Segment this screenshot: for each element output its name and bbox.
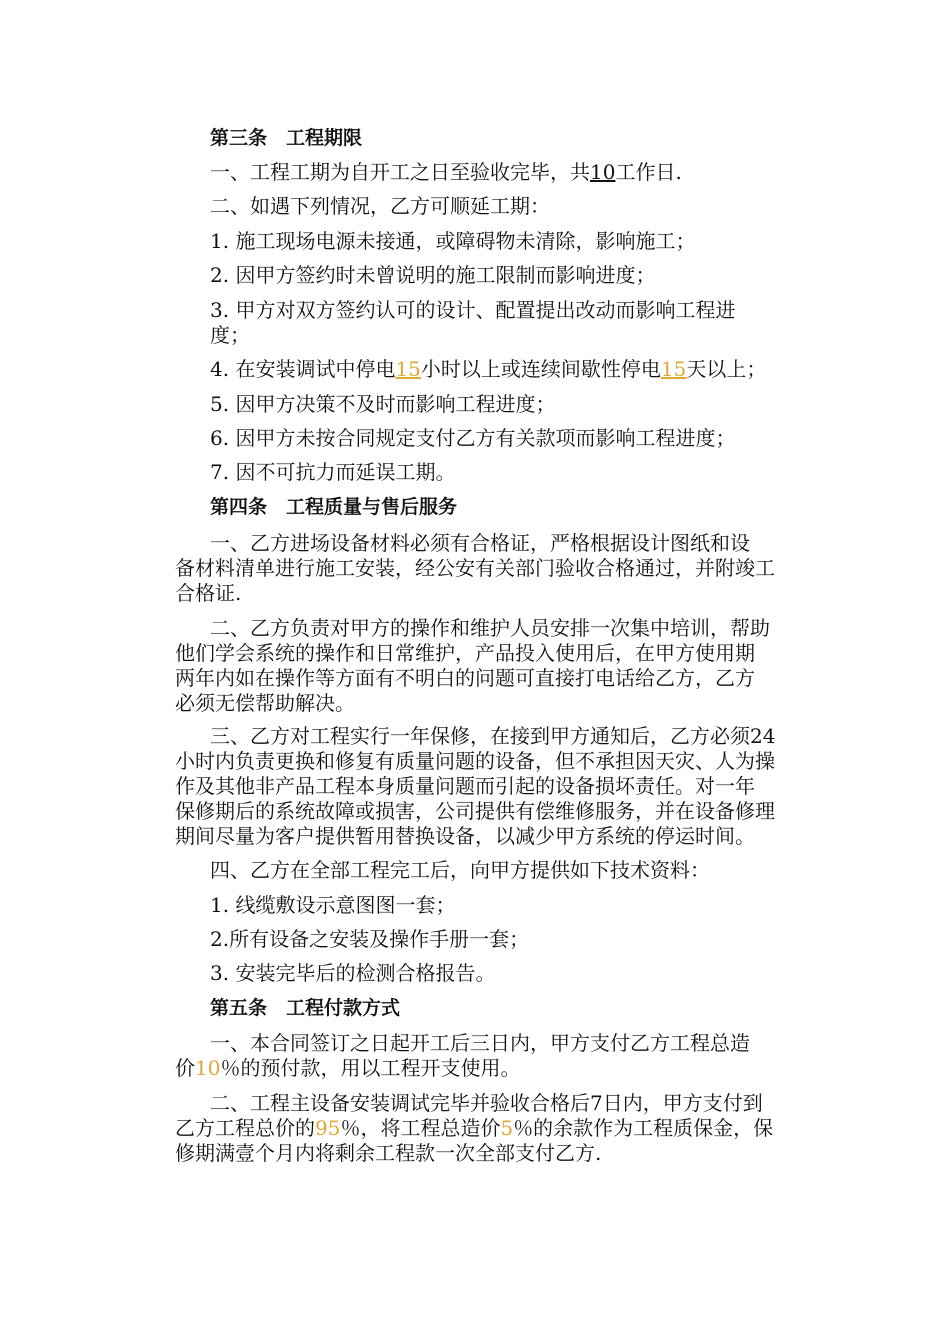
highlight-value: 15 bbox=[660, 357, 687, 381]
text: 乙方工程总价的 bbox=[175, 1116, 315, 1140]
text: ％的预付款，用以工程开支使用。 bbox=[220, 1056, 521, 1080]
article3-heading: 第三条 工程期限 bbox=[210, 127, 363, 149]
article4-para3-line5: 期间尽量为客户提供暂用替换设备，以减少甲方系统的停运时间。 bbox=[175, 824, 755, 848]
article3-item7: 7. 因不可抗力而延误工期。 bbox=[210, 460, 456, 484]
article3-item5: 5. 因甲方决策不及时而影响工程进度； bbox=[210, 392, 556, 416]
article3-item3-line1: 3. 甲方对双方签约认可的设计、配置提出改动而影响工程进 bbox=[210, 298, 736, 322]
article5-para1-line2 bbox=[175, 1055, 520, 1081]
text: 小时以上或连续间歇性停电 bbox=[420, 357, 661, 381]
article4-para3-line1: 三、乙方对工程实行一年保修，在接到甲方通知后，乙方必须24 bbox=[210, 724, 776, 748]
article3-item4 bbox=[210, 356, 766, 382]
article4-para1-line1: 一、乙方进场设备材料必须有合格证，严格根据设计图纸和设 bbox=[210, 531, 750, 555]
article4-para3-line4: 保修期后的系统故障或损害，公司提供有偿维修服务，并在设备修理 bbox=[175, 799, 775, 823]
article4-item2: 2.所有设备之安装及操作手册一套； bbox=[210, 927, 530, 951]
text: ％，将工程总造价 bbox=[340, 1116, 501, 1140]
article4-para4: 四、乙方在全部工程完工后，向甲方提供如下技术资料： bbox=[210, 858, 710, 882]
article5-heading: 第五条 工程付款方式 bbox=[210, 997, 401, 1019]
article4-para2-line1: 二、乙方负责对甲方的操作和维护人员安排一次集中培训，帮助 bbox=[210, 616, 770, 640]
article4-para2-line2: 他们学会系统的操作和日常维护，产品投入使用后，在甲方使用期 bbox=[175, 641, 755, 665]
article5-para2-line3: 修期满壹个月内将剩余工程款一次全部支付乙方. bbox=[175, 1141, 602, 1165]
highlight-value: 10 bbox=[195, 1056, 221, 1080]
highlight-value: 5 bbox=[500, 1116, 514, 1140]
article5-para1-line1: 一、本合同签订之日起开工后三日内，甲方支付乙方工程总造 bbox=[210, 1031, 750, 1055]
article4-para3-line2: 小时内负责更换和修复有质量问题的设备，但不承担因天灾、人为操 bbox=[175, 749, 775, 773]
article3-item3-line2: 度； bbox=[210, 323, 250, 347]
text: 价 bbox=[175, 1056, 195, 1080]
article3-item2: 2. 因甲方签约时未曾说明的施工限制而影响进度； bbox=[210, 263, 656, 287]
article4-para2-line3: 两年内如在操作等方面有不明白的问题可直接打电话给乙方，乙方 bbox=[175, 666, 755, 690]
text: 天以上； bbox=[686, 357, 767, 381]
text: 一、工程工期为自开工之日至验收完毕，共 bbox=[210, 160, 590, 184]
article4-para1-line2: 备材料清单进行施工安装，经公安有关部门验收合格通过，并附竣工 bbox=[175, 556, 775, 580]
article4-para3-line3: 作及其他非产品工程本身质量问题而引起的设备损坏责任。对一年 bbox=[175, 774, 755, 798]
text: 4. 在安装调试中停电 bbox=[210, 357, 396, 381]
article3-para2: 二、如遇下列情况，乙方可顺延工期： bbox=[210, 194, 550, 218]
highlight-value: 15 bbox=[395, 357, 421, 381]
article5-para2-line1: 二、工程主设备安装调试完毕并验收合格后7日内，甲方支付到 bbox=[210, 1091, 763, 1115]
article5-para2-line2 bbox=[175, 1115, 773, 1141]
article3-item6: 6. 因甲方未按合同规定支付乙方有关款项而影响工程进度； bbox=[210, 426, 736, 450]
article3-para1 bbox=[210, 159, 682, 185]
highlight-value: 95 bbox=[315, 1116, 341, 1140]
article4-item3: 3. 安装完毕后的检测合格报告。 bbox=[210, 961, 496, 985]
text: 工作日. bbox=[615, 160, 682, 184]
text: ％的余款作为工程质保金，保 bbox=[513, 1116, 774, 1140]
article4-heading: 第四条 工程质量与售后服务 bbox=[210, 496, 458, 518]
article3-item1: 1. 施工现场电源未接通，或障碍物未清除，影响施工； bbox=[210, 229, 696, 253]
article4-item1: 1. 线缆敷设示意图图一套； bbox=[210, 893, 456, 917]
article4-para2-line4: 必须无偿帮助解决。 bbox=[175, 691, 355, 715]
article4-para1-line3: 合格证. bbox=[175, 581, 242, 605]
days-value: 10 bbox=[590, 160, 616, 184]
